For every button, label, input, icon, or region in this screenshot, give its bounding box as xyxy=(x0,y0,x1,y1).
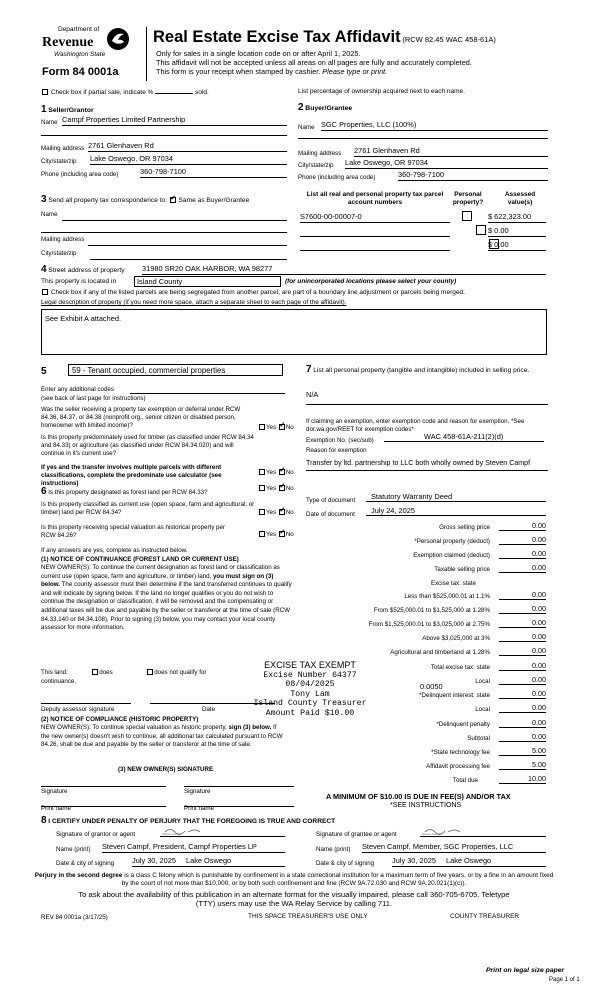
print-legal-note: Print on legal size paper xyxy=(486,967,565,974)
partial-sale-checkbox[interactable] xyxy=(42,89,48,95)
corr-name-label: Name xyxy=(41,211,58,218)
form-number: Form 84 0001a xyxy=(42,66,119,78)
see-instructions: *SEE INSTRUCTIONS xyxy=(390,802,462,809)
q4-no-checkbox[interactable] xyxy=(279,509,285,515)
q2-yes-checkbox[interactable] xyxy=(259,469,265,475)
use-code-select[interactable]: 59 - Tenant occupied, commercial properties xyxy=(68,364,283,376)
tax-row-amount[interactable]: 0.00 xyxy=(499,661,546,671)
tax-row-label: Local xyxy=(475,706,490,713)
seller-mailing-field[interactable]: 2761 Glenhaven Rd xyxy=(88,141,287,152)
compliance-text: NEW OWNER(S): To continue special valuation as historic property, sign (3) below. If the new owner(s) doesn't wish to continue, all additional tax calculated pursuant to RCW 84.26, shall be due and payable by the seller or transferor at the time of sale. xyxy=(41,724,283,749)
assessed-value-field[interactable]: $ 0.00 xyxy=(488,226,546,237)
header-line-3 xyxy=(156,67,387,76)
grantee-signature-image xyxy=(420,826,546,836)
print-name-label-1: Print name xyxy=(41,805,71,812)
receipt-text: This form is your receipt when stamped by cashier. xyxy=(156,67,321,76)
q2-answers: Yes ✓ No xyxy=(258,469,294,477)
tax-row-amount[interactable]: 0.00 xyxy=(499,604,546,614)
doc-type-field[interactable]: Statutory Warranty Deed xyxy=(366,492,546,502)
parcel-number-field[interactable]: S7600-00-00007-0 xyxy=(300,212,450,223)
tax-row-label: Taxable selling price xyxy=(434,566,490,573)
print-name-label-2: Print name xyxy=(184,805,214,812)
treasurer-stamp xyxy=(250,661,370,718)
tax-row-amount[interactable]: 0.00 xyxy=(499,675,546,685)
tax-row-amount[interactable]: 0.00 xyxy=(499,632,546,642)
stamp-line-5: Island County Treasurer xyxy=(253,699,367,708)
tax-row-amount[interactable]: 0.00 xyxy=(499,618,546,628)
department-logo xyxy=(40,26,140,68)
tax-row-amount[interactable]: 0.00 xyxy=(499,703,546,713)
doc-date-field[interactable]: July 24, 2025 xyxy=(366,506,546,516)
tax-row-amount[interactable]: 0.00 xyxy=(499,563,546,573)
assessed-value-field[interactable]: $ 622,323.00 xyxy=(488,212,546,223)
located-in-label: This property is located in xyxy=(41,278,117,285)
q4-answers: Yes ✓ No xyxy=(258,509,294,517)
tax-row-amount[interactable]: 0.00 xyxy=(499,521,546,531)
county-treasurer-label: COUNTY TREASURER xyxy=(450,913,520,920)
tax-row-label: Less than $525,000.01 at 1.1% xyxy=(404,593,490,600)
corr-city-label: City/state/zip xyxy=(41,250,77,257)
exemption-reason-field[interactable]: Transfer by ltd. partnership to LLC both wholly owned by Steven Campf xyxy=(306,459,531,467)
personal-property-checkbox[interactable] xyxy=(476,225,486,235)
tax-row-label: From $1,525,000.01 to $3,025,000 at 2.75% xyxy=(368,621,490,628)
tax-row-label: *Delinquent interest: state xyxy=(419,692,490,699)
tax-row-amount[interactable]: 0.00 xyxy=(499,646,546,656)
assessed-col-header: Assessed value(s) xyxy=(504,191,536,207)
revenue-wordmark: Revenue xyxy=(42,35,94,50)
grantor-signature-image xyxy=(160,826,285,836)
q3-no-checkbox[interactable] xyxy=(279,485,285,491)
continuance-text: NEW OWNER(S): To continue the current designation as forest land or classification as current use (open space, farm and agriculture, or timber) land, you must sign on (3) below. The county assessor must then determine if the land transferred continues to qualify and will indicate by signing below. If the land no longer qualifies or you do not wish to continue the designation or classification, it will be removed and the compensating or additional taxes will be due and payable by the seller or transferor at the time of sale (RCW 84.33.140 or 84.34.108). Prior to signing (3) below, you may contact your local county assessor for more information. xyxy=(41,564,292,632)
buyer-name-label: Name xyxy=(298,124,315,131)
legal-description-field[interactable] xyxy=(41,309,547,355)
tax-row-label: From $525,000.01 to $1,525,000 at 1.28% xyxy=(373,607,490,614)
tax-row-amount[interactable]: 0.00 xyxy=(499,732,546,742)
tax-row-label: Local xyxy=(475,678,490,685)
exemption-number-field[interactable]: WAC 458-61A-211(2)(d) xyxy=(384,432,544,442)
stamp-line-1: EXCISE TAX EXEMPT xyxy=(264,660,356,670)
tax-row-amount[interactable]: 0.00 xyxy=(499,689,546,699)
grantee-signature-label: Signature of grantee or agent xyxy=(316,831,397,838)
does-checkbox[interactable] xyxy=(92,669,98,675)
grantor-signature-label: Signature of grantor or agent xyxy=(56,831,136,838)
perjury-notice: Perjury in the second degree is a class C felony which is punishable by confinement in a state correctional institution for a maximum term of five years, or by a fine in an amount fixed by the court of not more than $10,000, or by both such confinement and fine (RCW 9A.72.030 and RCW 9A.20.021(1)(c)). xyxy=(34,872,554,887)
grantee-date-field[interactable]: July 30, 2025 Lake Oswego xyxy=(392,856,546,867)
tax-row-label: Total excise tax: state xyxy=(430,664,490,671)
segregated-checkbox[interactable] xyxy=(42,289,48,295)
tax-row-label: Subtotal xyxy=(467,735,490,742)
alternate-format-line-2: (TTY) users may use the WA Relay Service by calling 711. xyxy=(195,899,393,908)
does-not-checkbox[interactable] xyxy=(147,669,153,675)
q5-answers: Yes ✓ No xyxy=(258,531,294,539)
buyer-city-field[interactable]: Lake Oswego, OR 97034 xyxy=(345,158,548,169)
grantor-name-label: Name (print) xyxy=(56,846,91,853)
corr-mailing-label: Mailing address xyxy=(41,236,85,243)
partial-sale-row xyxy=(41,89,209,97)
partial-sale-label: Check box if partial sale, indicate % xyxy=(50,89,154,96)
type-or-print: Please type or print. xyxy=(322,67,388,76)
q4-yes-checkbox[interactable] xyxy=(259,509,265,515)
grantee-name-label: Name (print) xyxy=(316,846,351,853)
tax-row-label: Excise tax: state xyxy=(430,580,476,587)
buyer-phone-label: Phone (including area code) xyxy=(298,174,376,181)
buyer-city-label: City/state/zip xyxy=(298,162,334,169)
buyer-mailing-label: Mailing address xyxy=(298,150,342,157)
compliance-heading: (2) NOTICE OF COMPLIANCE (HISTORIC PROPERTY) xyxy=(41,716,199,723)
unincorporated-note: (for unincorporated locations please select your county) xyxy=(285,278,457,285)
seller-phone-field[interactable]: 360-798-7100 xyxy=(140,167,287,178)
stamp-line-6: Amount Paid $10.00 xyxy=(265,708,355,718)
forest-question: 6 Is this property designated as forest land per RCW 84.33? xyxy=(41,486,208,497)
parcel-col-header: List all real and personal property tax parcel account numbers xyxy=(306,191,444,207)
tax-row-amount[interactable]: 5.00 xyxy=(499,746,546,756)
stamp-line-2: Excise Number 64377 xyxy=(263,670,357,680)
tax-row-label: Total due xyxy=(452,777,478,784)
exemption-deferral-question: Was the seller receiving a property tax exemption or deferral under RCW 84.36, 84.37, or 84.38 (nonprofit org., senior citizen or disabled person, homeowner with limited income)? xyxy=(41,406,241,429)
buyer-mailing-field[interactable]: 2761 Glenhaven Rd xyxy=(354,146,548,157)
doc-date-label: Date of document xyxy=(306,511,355,518)
tax-row-amount[interactable]: 0.00 xyxy=(499,549,546,559)
local-rate: 0.0050 xyxy=(420,682,443,691)
tax-row-amount[interactable]: 0.00 xyxy=(499,590,546,600)
timber-question: Is this property predominately used for timber (as classified under RCW 84.34 and 84.33) or agriculture (as classified under RCW 84.34.020) and will continue in it's current use? xyxy=(41,434,254,457)
section5-num: 5 xyxy=(41,366,47,377)
revenue-logo-icon xyxy=(106,26,130,52)
seller-city-field[interactable]: Lake Oswego, OR 97034 xyxy=(90,154,287,165)
historic-question: Is this property receiving special valuation as historical property per RCW 84.26? xyxy=(41,524,225,539)
seller-heading: 1 Seller/Grantor xyxy=(41,104,94,115)
exemption-reason-label: Reason for exemption xyxy=(306,447,367,454)
washington-state-label: Washington State xyxy=(54,51,106,58)
timber-question-note: If yes and the transfer involves multiple parcels with different classifications, complete the predominate use calculator (see instructions) xyxy=(41,464,222,487)
deputy-signature-label: Deputy assessor signature xyxy=(41,706,115,713)
tax-row-label: Exemption claimed (deduct) xyxy=(413,552,490,559)
signature-label-1: Signature xyxy=(41,788,68,795)
grantor-name-field[interactable]: Steven Campf, President, Campf Properties LP xyxy=(102,842,285,853)
personal-property-label: 7 List all personal property (tangible and intangible) included in selling price. xyxy=(306,364,530,375)
legal-description-text: See Exhibit A attached. xyxy=(45,314,122,323)
doc-type-label: Type of document xyxy=(306,497,356,504)
tax-row-amount[interactable]: 0.00 xyxy=(499,535,546,545)
stamp-line-4: Tony Lam xyxy=(290,689,330,699)
answers-note: If any answers are yes, complete as instructed below. xyxy=(41,547,188,554)
buyer-heading: 2 Buyer/Grantee xyxy=(298,102,353,113)
seller-phone-label: Phone (including area code) xyxy=(41,171,119,178)
form-title xyxy=(153,27,496,48)
q1-no-checkbox[interactable] xyxy=(279,424,285,430)
buyer-name-field[interactable]: SGC Properties, LLC (100%) xyxy=(321,120,548,131)
seller-city-label: City/state/zip xyxy=(41,158,77,165)
continuance-label: continuance. xyxy=(41,678,77,685)
q3-yes-checkbox[interactable] xyxy=(259,485,265,491)
grantee-signature-field[interactable] xyxy=(420,826,546,837)
street-address-row: 4 Street address of property xyxy=(41,264,125,275)
county-select[interactable]: Island County xyxy=(134,276,281,287)
q5-yes-checkbox[interactable] xyxy=(259,531,265,537)
certify-heading: 8 I CERTIFY UNDER PENALTY OF PERJURY THAT THE FOREGOING IS TRUE AND CORRECT xyxy=(41,815,336,826)
tax-row-amount[interactable]: 0.00 xyxy=(499,718,546,728)
personal-property-checkbox[interactable] xyxy=(462,211,472,221)
codes-note: (see back of last page for instructions) xyxy=(41,395,146,402)
header-line-2: This affidavit will not be accepted unless all areas on all pages are fully and accurately completed. xyxy=(156,58,472,67)
seller-name-field[interactable]: Campf Properties Limited Partnership xyxy=(62,115,287,126)
page-number: Page 1 of 1 xyxy=(549,977,580,983)
same-as-buyer-checkbox[interactable] xyxy=(170,197,176,203)
correspondence-row: 3 Send all property tax correspondence to: ✓ Same as Buyer/Grantee xyxy=(41,194,249,207)
grantor-date-label: Date & city of signing xyxy=(56,860,115,867)
buyer-phone-field[interactable]: 360-798-7100 xyxy=(398,170,548,181)
seller-mailing-label: Mailing address xyxy=(41,145,85,152)
svg-text:Steven Campf: Steven Campf xyxy=(422,832,442,836)
tax-row-label: Above $3,025,000 at 3% xyxy=(422,635,490,642)
ownership-note: List percentage of ownership acquired next to each name. xyxy=(298,88,465,95)
header-line-1: Only for sales in a single location code on or after April 1, 2025. xyxy=(156,49,361,58)
svg-text:Steven Campf: Steven Campf xyxy=(162,832,182,836)
statute-text: (RCW 82.45 WAC 458-61A) xyxy=(402,35,496,44)
q1-yes-checkbox[interactable] xyxy=(259,424,265,430)
tax-row-amount[interactable]: 5.00 xyxy=(499,760,546,770)
exemption-claim-label: If claiming an exemption, enter exemption code and reason for exemption. *See dor.wa.gov/REET for exemption codes* xyxy=(306,418,525,433)
exemption-number-label: Exemption No. (sec/sub) xyxy=(306,437,374,444)
q2-no-checkbox[interactable] xyxy=(279,469,285,475)
current-use-question: Is this property classified as current use (open space, farm and agricultural, or timber) land per RCW 84.34? xyxy=(41,501,255,516)
parcel-number-field[interactable] xyxy=(300,226,450,237)
new-owner-signature-heading: (3) NEW OWNER(S) SIGNATURE xyxy=(118,766,214,773)
grantor-date-field[interactable]: July 30, 2025 Lake Oswego xyxy=(132,856,285,867)
tax-row-amount[interactable]: 10.00 xyxy=(499,774,546,784)
signature-label-2: Signature xyxy=(184,788,211,795)
personal-col-header: Personal property? xyxy=(452,191,484,207)
tax-row-label: *Delinquent penalty xyxy=(436,721,490,728)
title-text: Real Estate Excise Tax Affidavit xyxy=(153,28,401,46)
partial-percent-field[interactable] xyxy=(155,93,193,94)
minimum-due-notice: A MINIMUM OF $10.00 IS DUE IN FEE(S) AND/OR TAX xyxy=(326,792,511,801)
stamp-line-3: 08/04/2025 xyxy=(285,680,335,689)
parcel-number-field[interactable] xyxy=(300,240,450,251)
alternate-format-line-1: To ask about the availability of this publication in an alternate format for the visually impaired, please call 360-705-6705. Teletype xyxy=(78,890,510,899)
revision-label: REV 84 0001a (3/17/25) xyxy=(41,914,108,921)
continuance-heading: (1) NOTICE OF CONTINUANCE (FOREST LAND OR CURRENT USE) xyxy=(41,556,239,563)
additional-codes-label: Enter any additional codes xyxy=(41,386,114,393)
sold-label: sold. xyxy=(195,89,209,96)
tax-row-label: *State technology fee xyxy=(431,749,490,756)
grantee-name-field[interactable]: Steven Campf, Member, SGC Properties, LLC xyxy=(362,842,546,853)
legal-desc-label: Legal description of property (if you need more space, attach a separate sheet to each page of the affidavit). xyxy=(41,299,347,306)
deputy-date-label: Date xyxy=(202,706,216,713)
q1-answers: Yes ✓ No xyxy=(258,424,294,432)
street-address-field[interactable]: 31980 SR20 OAK HARBOR, WA 98277 xyxy=(142,264,546,275)
q5-no-checkbox[interactable] xyxy=(279,531,285,537)
this-land-row: This land: does does not qualify for xyxy=(41,669,207,676)
assessed-value-field[interactable]: $ 0.00 xyxy=(488,240,546,251)
treasurer-use-label: THIS SPACE TREASURER'S USE ONLY xyxy=(248,913,368,920)
grantor-signature-field[interactable] xyxy=(160,826,285,837)
seller-name-label: Name xyxy=(41,119,58,126)
tax-row-label: Affidavit processing fee xyxy=(426,763,490,770)
personal-property-field[interactable]: N/A xyxy=(306,390,319,399)
tax-row-label: Gross selling price xyxy=(439,524,490,531)
tax-row-label: *Personal property (deduct) xyxy=(414,538,490,545)
segregated-row: Check box if any of the listed parcels are being segregated from another parcel, are part of a boundary line adjustment or parcels being merged. xyxy=(41,289,465,297)
tax-row-label: Agricultural and timberland at 1.28% xyxy=(390,649,490,656)
grantee-date-label: Date & city of signing xyxy=(316,860,375,867)
dept-of-label: Department of xyxy=(58,26,100,33)
q3-answers: Yes ✓ No xyxy=(258,485,294,493)
